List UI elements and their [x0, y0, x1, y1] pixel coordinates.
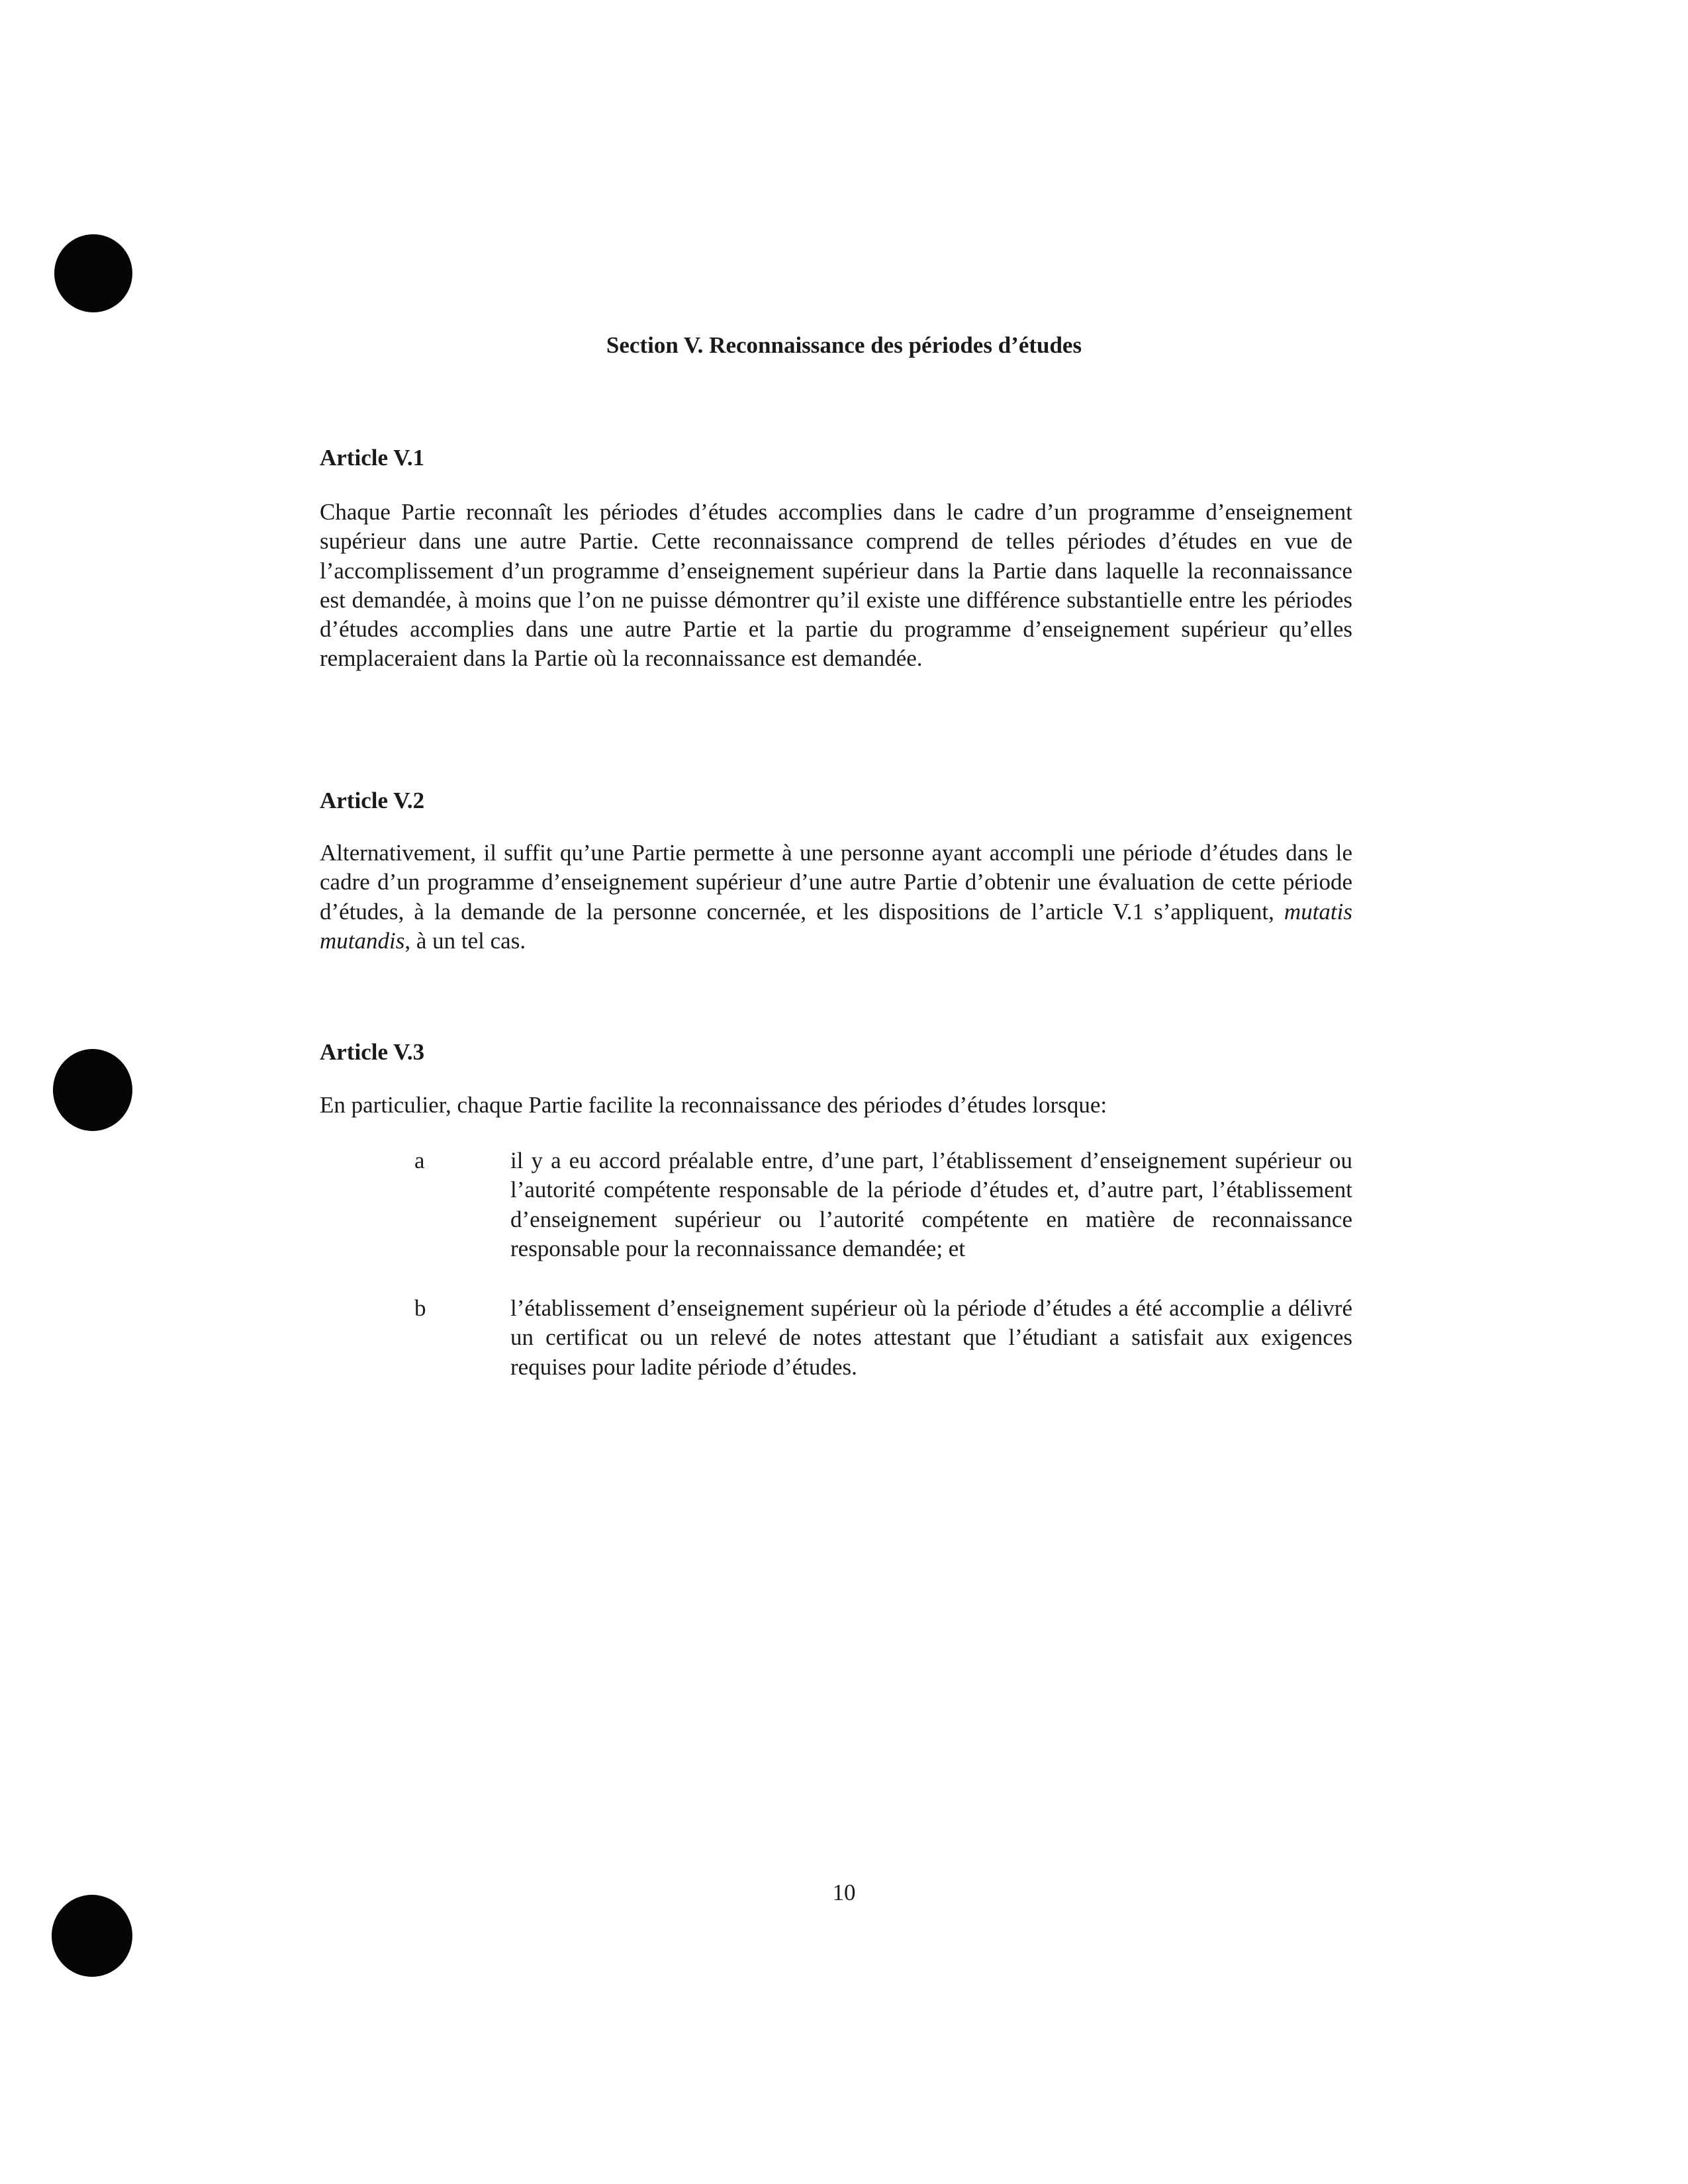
- article-heading-v1: Article V.1: [320, 445, 425, 471]
- article-heading-v3: Article V.3: [320, 1039, 425, 1065]
- list-item-letter-b: b: [414, 1295, 426, 1321]
- page-number: 10: [832, 1880, 856, 1905]
- list-item-text-a: il y a eu accord préalable entre, d’une part, l’établissement d’enseignement supérieur ou l’autorité compétente responsable de la période d’études et, d’autre part, l’établissement d’enseignement supérieur ou l’autorité compétente en matière de reconnaissance responsable pour la reconnaissance demandée; et: [510, 1148, 1352, 1261]
- article-v2-text-end: , à un tel cas.: [404, 927, 526, 954]
- article-v2-text-start: Alternativement, il suffit qu’une Partie permette à une personne ayant accompli une période d’études dans le cadre d’un programme d’enseignement supérieur d’une autre Partie d’obtenir une évaluation de cette période d’études, à la demande de la personne concernée, et les dispositions de l’article V.1 s’appliquent,: [320, 840, 1352, 925]
- article-v3-intro: En particulier, chaque Partie facilite la reconnaissance des périodes d’études lorsque:: [320, 1092, 1107, 1118]
- article-heading-v2: Article V.2: [320, 788, 425, 813]
- section-title: Section V. Reconnaissance des périodes d’études: [606, 332, 1082, 358]
- punch-hole: [54, 234, 132, 312]
- punch-hole: [53, 1049, 132, 1131]
- article-v2-italic-phrase: mutatis mutandis: [320, 898, 1352, 954]
- list-item-text-b: l’établissement d’enseignement supérieur où la période d’études a été accomplie a délivré un certificat ou un relevé de notes attestant que l’étudiant a satisfait aux exigences requises pour ladite période d’études.: [510, 1295, 1352, 1380]
- article-v2-text: [320, 839, 1352, 956]
- article-v1-text: Chaque Partie reconnaît les périodes d’études accomplies dans le cadre d’un programme d’enseignement supérieur dans une autre Partie. Cette reconnaissance comprend de telles périodes d’études en vue de l’accomplissement d’un programme d’enseignement supérieur dans la Partie dans laquelle la reconnaissance est demandée, à moins que l’on ne puisse démontrer qu’il existe une différence substantielle entre les périodes d’études accomplies dans une autre Partie et la partie du programme d’enseignement supérieur qu’elles remplaceraient dans la Partie où la reconnaissance est demandée.: [320, 499, 1352, 672]
- list-item-letter-a: a: [414, 1148, 425, 1173]
